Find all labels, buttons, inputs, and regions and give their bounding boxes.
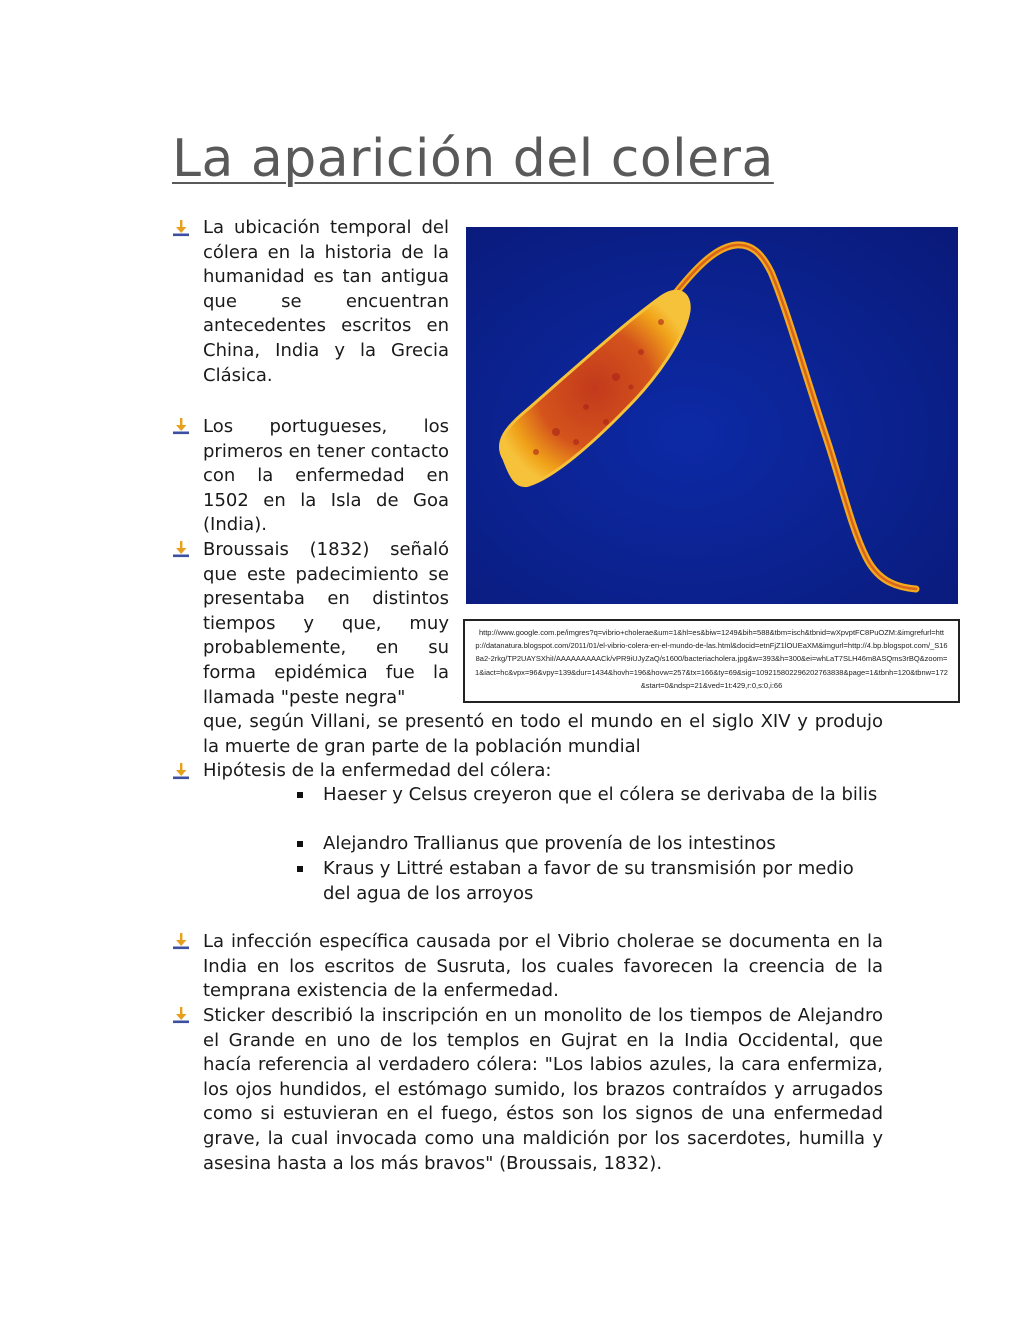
square-bullet-icon: [297, 866, 303, 872]
vibrio-cholerae-image: [466, 227, 958, 604]
bullet-text-broussais-continued: que, según Villani, se presentó en todo el mundo en el siglo XIV y produjo la muerte de gran parte de la población mundial: [203, 711, 883, 757]
figure-caption-url: http://www.google.com.pe/imgres?q=vibrio+cholerae&um=1&hl=es&biw=1249&bih=588&tbm=isch&tbnid=wXpvptFC8PuOZM:&imgrefurl=http://datanatura.blogspot.com/2011/01/el-vibrio-colera-en-el-mundo-de-las.html&docid=etnFjZ1lOUEaXM&imgurl=http://4.bp.blogspot.com/_S168a2-2rkg/TP2UAYSXhiI/AAAAAAAAACk/vPR9iUJyZaQ/s1600/bacteriacholera.jpg&w=393&h=300&ei=whLaT7SLH46m8ASQms3rBQ&zoom=1&iact=hc&vpx=96&vpy=139&dur=1434&hovh=196&hovw=257&tx=166&ty=69&sig=109215802296202763838&page=1&tbnh=120&tbnw=172&start=0&ndsp=21&ved=1t:429,r:0,s:0,i:66: [463, 619, 960, 703]
bullet-text-portuguese-contact: Los portugueses, los primeros en tener contacto con la enfermedad en 1502 en la Isla de Goa (India).: [203, 416, 449, 536]
bullet-text-susruta: La infección específica causada por el Vibrio cholerae se documenta en la India en los escritos de Susruta, los cuales favorecen la creencia de la temprana existencia de la enfermedad.: [203, 931, 883, 1002]
bullet-text-sticker-inscription: Sticker describió la inscripción en un monolito de los tiempos de Alejandro el Grande en uno de los templos en Gujrat en la India Occidental, que hacía referencia al verdadero cólera: "Los labios azules, la cara enfermiza, los ojos hundidos, el estómago sumido, los brazos contraídos y arrugados como si estuvieran en el fuego, éstos son los signos de una enfermedad grave, la cual invocada como una maldición por los sacerdotes, humilla y asesina hasta a los más bravos" (Broussais, 1832).: [203, 1005, 883, 1174]
square-bullet-icon: [297, 841, 303, 847]
arrow-down-bullet-icon: [172, 762, 190, 780]
bullet-text-broussais: Broussais (1832) señaló que este padecimiento se presentaba en distintos tiempos y que, muy probablemente, en su forma epidémica fue la llamada "peste negra": [203, 539, 449, 708]
arrow-down-bullet-icon: [172, 219, 190, 237]
arrow-down-bullet-icon: [172, 417, 190, 435]
sub-item-haeser-celsus: Haeser y Celsus creyeron que el cólera se derivaba de la bilis: [323, 784, 878, 805]
arrow-down-bullet-icon: [172, 932, 190, 950]
sub-item-trallianus: Alejandro Trallianus que provenía de los intestinos: [323, 833, 776, 854]
bullet-text-hypotheses: Hipótesis de la enfermedad del cólera:: [203, 760, 552, 781]
square-bullet-icon: [297, 792, 303, 798]
arrow-down-bullet-icon: [172, 540, 190, 558]
sub-item-kraus-littre: Kraus y Littré estaban a favor de su transmisión por medio del agua de los arroyos: [323, 858, 854, 904]
bullet-text-cholera-history: La ubicación temporal del cólera en la historia de la humanidad es tan antigua que se encuentran antecedentes escritos en China, India y la Grecia Clásica.: [203, 217, 449, 386]
page-title: La aparición del colera: [172, 129, 774, 189]
arrow-down-bullet-icon: [172, 1006, 190, 1024]
